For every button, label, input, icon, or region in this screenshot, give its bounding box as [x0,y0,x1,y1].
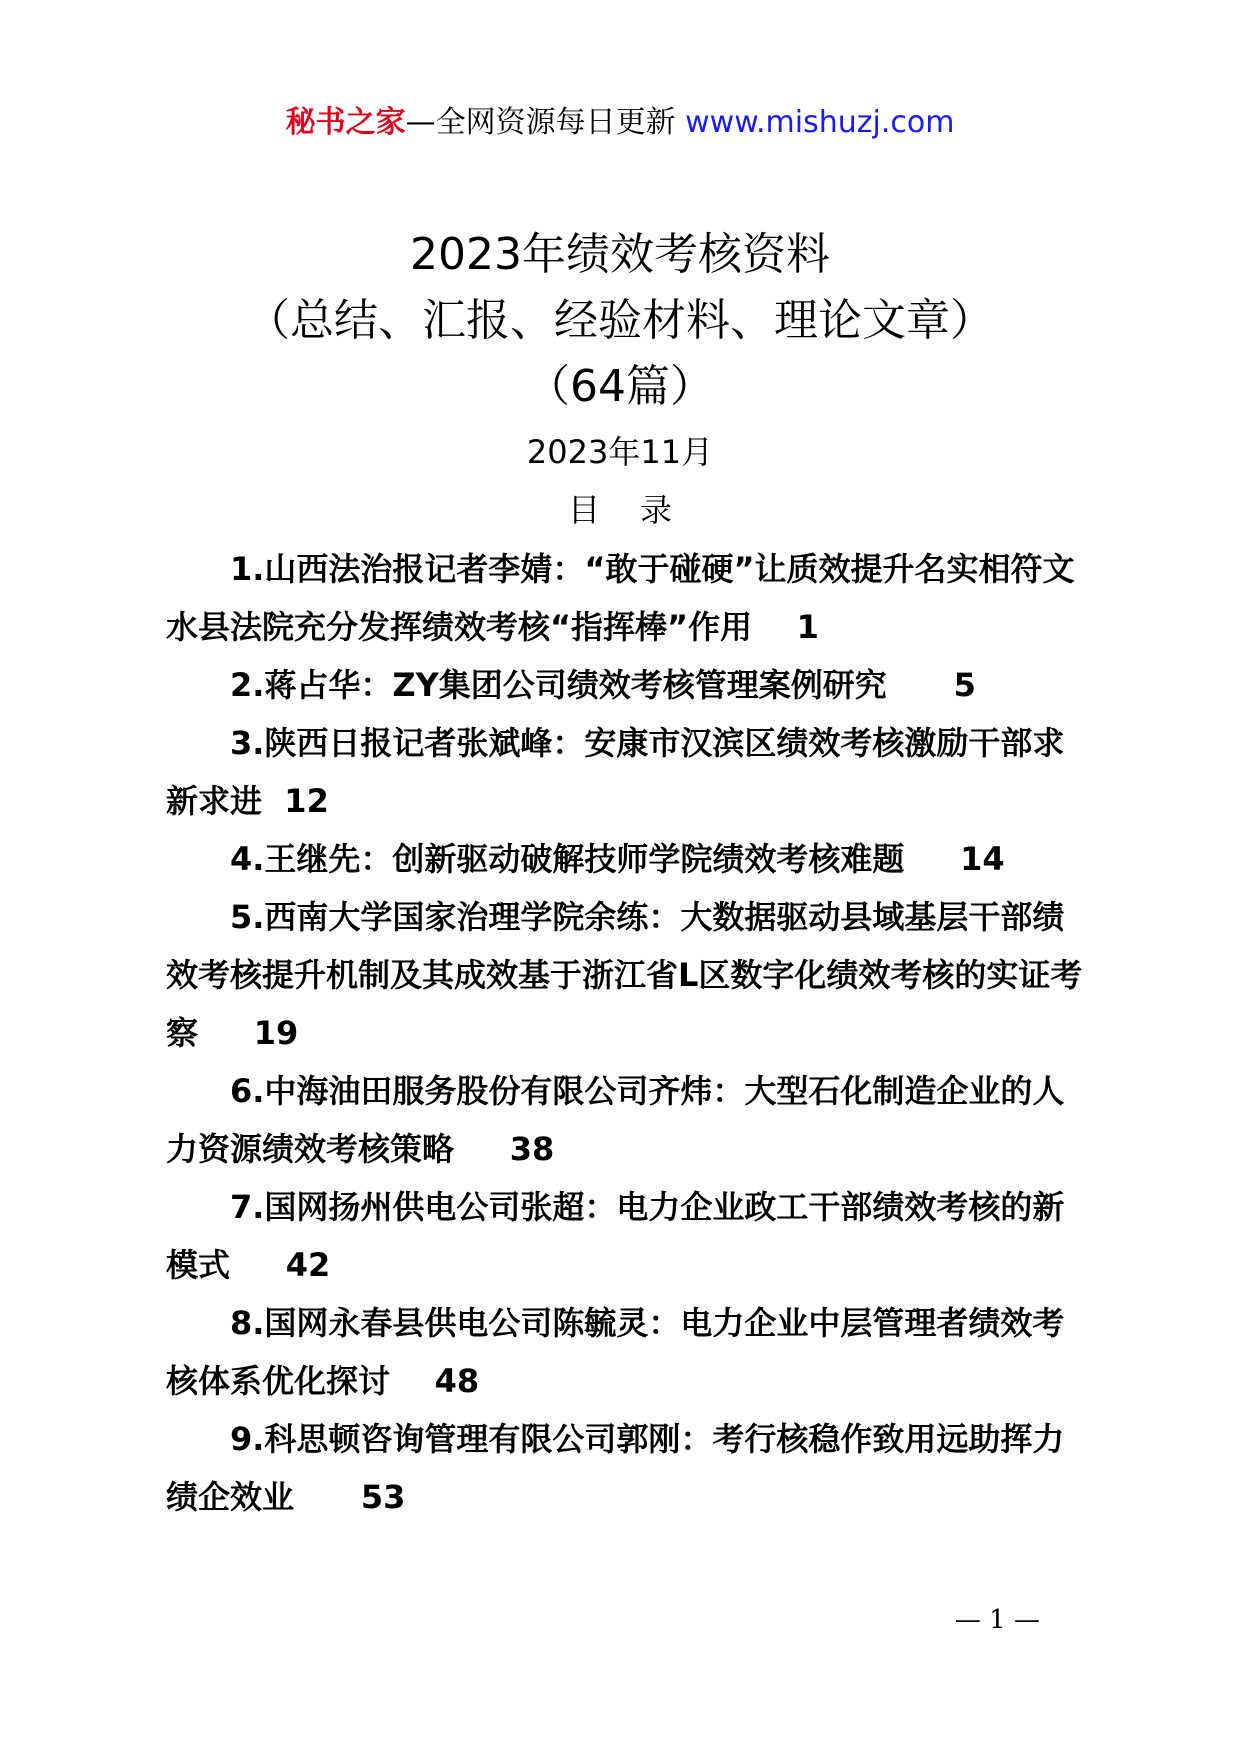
toc-item-title: 9.科思顿咨询管理有限公司郭刚：考行核稳作致用远助挥力绩企效业 [166,1420,1065,1516]
toc-item-page: 14 [904,840,1005,878]
toc-item[interactable] [166,1410,1086,1526]
title-line-2: （总结、汇报、经验材料、理论文章） [246,295,994,346]
toc-item-title: 5.西南大学国家治理学院余练：大数据驱动县域基层干部绩效考核提升机制及其成效基于浙江省L区数字化绩效考核的实证考察 [166,898,1083,1052]
toc-item-page: 19 [198,1014,299,1052]
site-header [0,98,1240,148]
toc-item-page: 1 [752,608,819,646]
toc-item-title: 3.陕西日报记者张斌峰：安康市汉滨区绩效考核激励干部求新求进 [166,724,1065,820]
toc-item-title: 8.国网永春县供电公司陈毓灵：电力企业中层管理者绩效考核体系优化探讨 [166,1304,1065,1400]
site-url[interactable]: www.mishuzj.com [685,105,955,140]
toc-item-page: 48 [390,1362,480,1400]
toc-item[interactable] [166,1062,1086,1178]
brand-name: 秘书之家 [285,105,406,140]
toc-item-page: 12 [262,782,329,820]
toc-heading: 目录 [567,491,712,529]
toc-item[interactable] [166,888,1086,1062]
toc-item-title: 4.王继先：创新驱动破解技师学院绩效考核难题 [230,840,905,878]
toc-item[interactable] [166,540,1086,656]
toc-item[interactable] [166,1178,1086,1294]
toc-item[interactable] [166,1294,1086,1410]
toc-item-title: 6.中海油田服务股份有限公司齐炜：大型石化制造企业的人力资源绩效考核策略 [166,1072,1065,1168]
page-number: — 1 — [954,1605,1040,1635]
document-title [0,222,1240,420]
toc-item-page: 5 [886,666,976,704]
title-line-1: 2023年绩效考核资料 [410,229,830,280]
toc-item-page: 38 [454,1130,555,1168]
toc-item[interactable] [166,714,1086,830]
toc-item[interactable] [166,656,1086,714]
document-date: 2023年11月 [526,433,714,471]
toc-item-title: 1.山西法治报记者李婧：“敢于碰硬”让质效提升名实相符文水县法院充分发挥绩效考核“指挥棒”作用 [166,550,1075,646]
toc-item-title: 2.蒋占华：ZY集团公司绩效考核管理案例研究 [230,666,887,704]
header-tagline: —全网资源每日更新 [405,105,686,140]
toc-item-page: 42 [230,1246,331,1284]
toc-item[interactable] [166,830,1086,888]
table-of-contents [166,540,1086,1526]
title-line-3: （64篇） [526,361,714,412]
toc-item-page: 53 [294,1478,406,1516]
toc-item-title: 7.国网扬州供电公司张超：电力企业政工干部绩效考核的新模式 [166,1188,1065,1284]
